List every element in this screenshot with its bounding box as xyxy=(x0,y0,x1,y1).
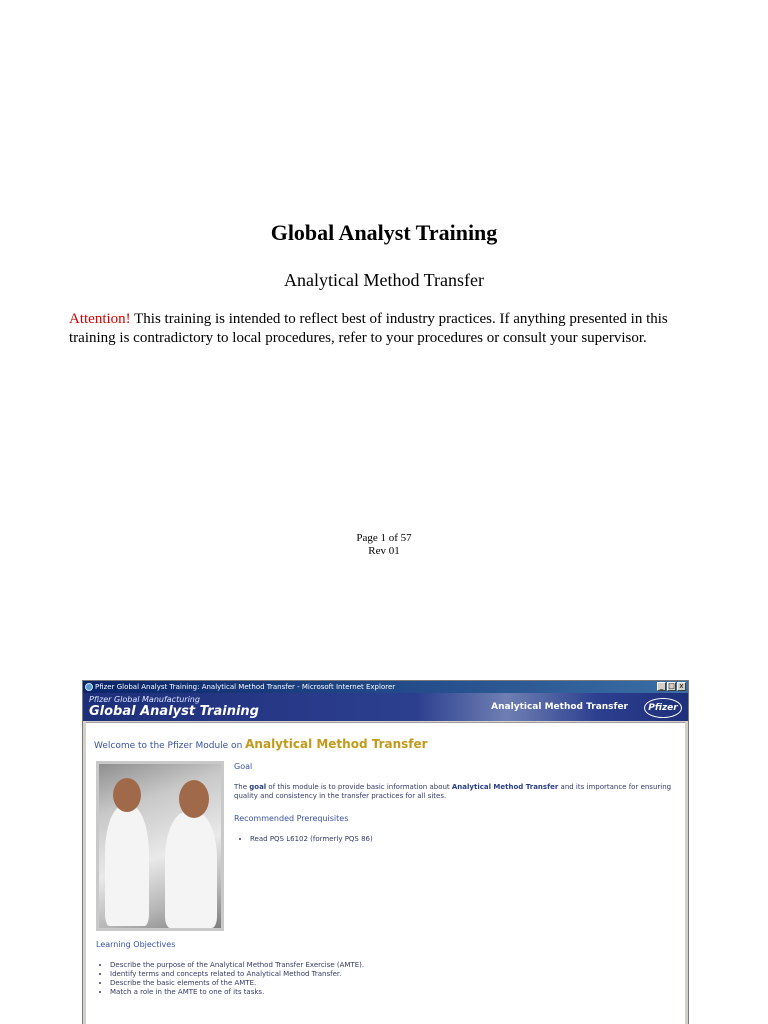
objectives-list xyxy=(100,961,364,997)
minimize-button[interactable]: _ xyxy=(657,682,666,691)
document-title: Global Analyst Training xyxy=(270,220,498,245)
attention-text: This training is intended to reflect best of industry practices. If anything presented in this training is contradictory to local procedures, refer to your procedures or consult your supervisor. xyxy=(69,311,668,346)
attention-notice xyxy=(69,310,699,348)
maximize-button[interactable]: □ xyxy=(668,682,675,690)
prerequisites-list xyxy=(240,835,373,844)
photo-person-right xyxy=(165,812,217,928)
revision-label: Rev 01 xyxy=(368,545,400,557)
pfizer-logo: Pfizer xyxy=(644,698,682,718)
welcome-module-name: Analytical Method Transfer xyxy=(245,737,428,751)
page-number: Page 1 of 57 xyxy=(356,532,412,544)
banner-brand-main: Global Analyst Training xyxy=(89,704,259,719)
window-controls xyxy=(657,682,686,691)
welcome-prefix: Welcome to the Pfizer Module on xyxy=(94,741,246,751)
goal-text xyxy=(234,783,679,801)
window-title: Pfizer Global Analyst Training: Analytical Method Transfer - Microsoft Internet Explorer xyxy=(95,683,396,691)
module-content xyxy=(86,722,685,1024)
prerequisites-heading: Recommended Prerequisites xyxy=(234,814,349,823)
internet-explorer-icon xyxy=(85,683,93,691)
training-banner xyxy=(83,693,688,721)
goal-heading: Goal xyxy=(234,762,253,771)
objective-item: • Identify terms and concepts related to Analytical Method Transfer. xyxy=(110,970,364,979)
banner-brand-top: Pfizer Global Manufacturing xyxy=(89,695,200,704)
document-subtitle: Analytical Method Transfer xyxy=(284,270,484,290)
welcome-heading xyxy=(94,737,428,751)
goal-bold-part: goal xyxy=(249,783,267,791)
photo-person-left xyxy=(105,806,149,926)
close-button[interactable]: x xyxy=(677,682,686,691)
goal-text-part: of this module is to provide basic information about xyxy=(266,783,452,791)
banner-module-name: Analytical Method Transfer xyxy=(491,702,628,712)
attention-label: Attention! xyxy=(69,311,131,327)
photo-head-right xyxy=(179,780,209,818)
analysts-photo xyxy=(96,761,224,931)
photo-head-left xyxy=(113,778,141,812)
browser-titlebar xyxy=(83,681,688,693)
goal-bold-part: Analytical Method Transfer xyxy=(451,783,559,791)
objective-item: • Describe the purpose of the Analytical Method Transfer Exercise (AMTE). xyxy=(110,961,364,970)
objective-item: • Describe the basic elements of the AMTE. xyxy=(110,979,364,988)
goal-text-part: The xyxy=(234,783,250,791)
prerequisite-item[interactable]: • Read PQS L6102 (formerly PQS 86) xyxy=(250,835,373,844)
browser-screenshot xyxy=(82,680,689,1024)
objective-item: • Match a role in the AMTE to one of its tasks. xyxy=(110,988,364,997)
objectives-heading: Learning Objectives xyxy=(96,940,176,949)
page-footer xyxy=(0,532,768,558)
goal-text-part: and its importance for ensuring quality and consistency in the transfer practices for all sites. xyxy=(234,783,672,800)
